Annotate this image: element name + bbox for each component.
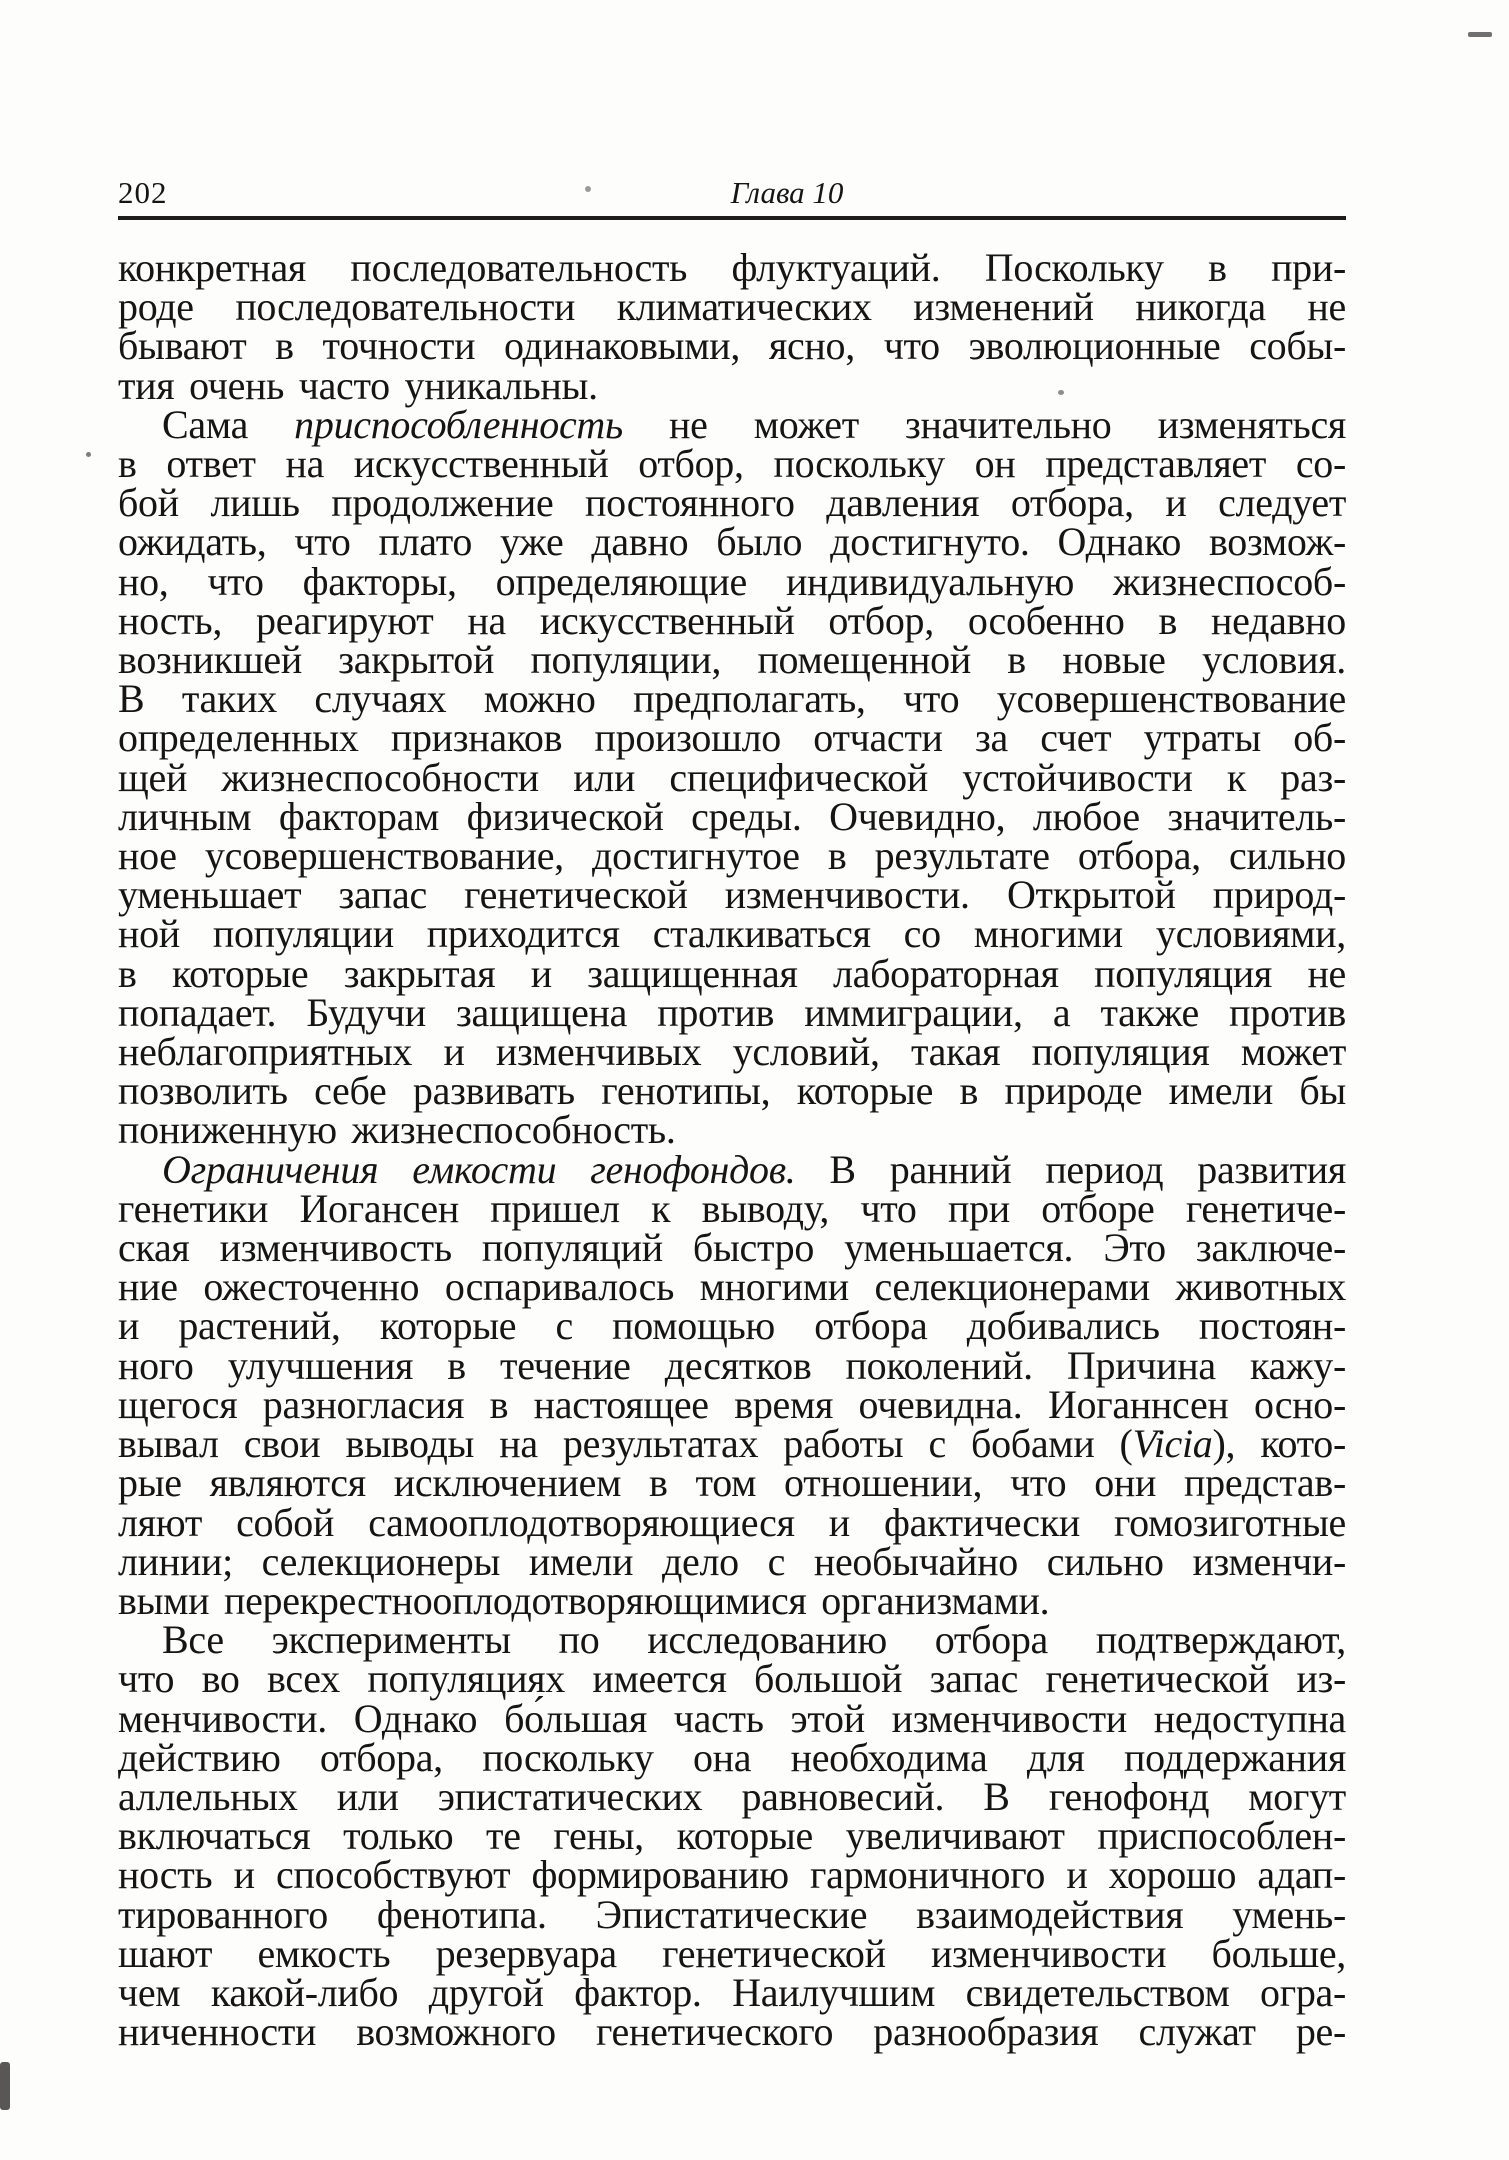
text-line: Ограничения емкости генофондов. В ранний период развития (162, 1146, 1346, 1192)
text-line: в которые закрытая и защищенная лабораторная популяция не (118, 950, 1346, 996)
page-number: 202 (118, 175, 168, 210)
text-line: бой лишь продолжение постоянного давления отбора, и следует (118, 480, 1346, 526)
text-line: но, что факторы, определяющие индивидуальную жизнеспособ- (118, 558, 1346, 604)
text-line: роде последовательности климатических изменений никогда не (118, 284, 1346, 330)
text-line: выми перекрестнооплодотворяющимися организмами. (118, 1577, 1050, 1623)
text-line: аллельных или эпистатических равновесий. В генофонд могут (118, 1773, 1346, 1819)
text-line: позволить себе развивать генотипы, которые в природе имели бы (118, 1068, 1346, 1114)
text-line: Сама приспособленность не может значительно изменяться (162, 401, 1346, 447)
text-line: ожидать, что плато уже давно было достигнуто. Однако возмож- (118, 519, 1346, 565)
text-line: ной популяции приходится сталкиваться со многими условиями, (118, 911, 1346, 957)
text-line: ние ожесточенно оспаривалось многими селекционерами животных (118, 1264, 1346, 1310)
chapter-title: Глава 10 (730, 175, 844, 210)
text-line: попадает. Будучи защищена против иммиграции, а также против (118, 989, 1346, 1035)
scan-artifact (86, 452, 91, 457)
text-line: вывал свои выводы на результатах работы с бобами (Vicia), кото- (118, 1421, 1346, 1467)
text-line: бывают в точности одинаковыми, ясно, что эволюционные собы- (118, 323, 1346, 369)
text-line: конкретная последовательность флуктуаций. Поскольку в при- (118, 245, 1346, 290)
text-line: ляют собой самооплодотворяющиеся и фактически гомозиготные (118, 1499, 1346, 1545)
text-line: рые являются исключением в том отношении, что они представ- (118, 1460, 1346, 1506)
text-line: включаться только те гены, которые увеличивают приспособлен- (118, 1813, 1346, 1859)
body-text (118, 245, 1346, 2055)
text-line: ниченности возможного генетического разнообразия служат ре- (118, 2009, 1346, 2055)
text-line: генетики Иогансен пришел к выводу, что при отборе генетиче- (118, 1185, 1346, 1231)
page-header (118, 172, 1346, 220)
text-line: в ответ на искусственный отбор, поскольку он представляет со- (118, 441, 1346, 487)
text-line: возникшей закрытой популяции, помещенной в новые условия. (118, 637, 1346, 683)
text-line: щей жизнеспособности или специфической устойчивости к раз- (118, 754, 1346, 800)
text-line: ного улучшения в течение десятков поколений. Причина кажу- (118, 1342, 1346, 1388)
text-line: определенных признаков произошло отчасти за счет утраты об- (118, 715, 1346, 761)
text-line: менчивости. Однако бо́льшая часть этой изменчивости недоступна (118, 1695, 1346, 1741)
scan-artifact (0, 2062, 10, 2110)
text-line: ность и способствуют формированию гармоничного и хорошо адап- (118, 1852, 1346, 1898)
text-line: тированного фенотипа. Эпистатические взаимодействия умень- (118, 1891, 1346, 1937)
text-line: и растений, которые с помощью отбора добивались постоян- (118, 1303, 1346, 1349)
text-line: ное усовершенствование, достигнутое в результате отбора, сильно (118, 833, 1346, 879)
scan-artifact (1468, 32, 1492, 37)
text-line: В таких случаях можно предполагать, что усовершенствование (118, 676, 1346, 722)
text-line: личным факторам физической среды. Очевидно, любое значитель- (118, 793, 1346, 839)
text-line: неблагоприятных и изменчивых условий, такая популяция может (118, 1029, 1346, 1075)
text-line: что во всех популяциях имеется большой запас генетической из- (118, 1656, 1346, 1702)
text-line: чем какой-либо другой фактор. Наилучшим свидетельством огра- (118, 1969, 1346, 2015)
text-line: линии; селекционеры имели дело с необычайно сильно изменчи- (118, 1538, 1346, 1584)
text-line: Все эксперименты по исследованию отбора подтверждают, (162, 1617, 1346, 1663)
text-line: ность, реагируют на искусственный отбор, особенно в недавно (118, 597, 1346, 643)
text-line: шают емкость резервуара генетической изменчивости больше, (118, 1930, 1346, 1976)
text-line: уменьшает запас генетической изменчивости. Открытой природ- (118, 872, 1346, 918)
text-line: щегося разногласия в настоящее время очевидна. Иоганнсен осно- (118, 1381, 1346, 1427)
text-line: действию отбора, поскольку она необходима для поддержания (118, 1734, 1346, 1780)
text-line: тия очень часто уникальны. (118, 362, 598, 408)
text-column (118, 172, 1346, 2055)
text-line: ская изменчивость популяций быстро уменьшается. Это заключе- (118, 1225, 1346, 1271)
text-line: пониженную жизнеспособность. (118, 1107, 676, 1153)
